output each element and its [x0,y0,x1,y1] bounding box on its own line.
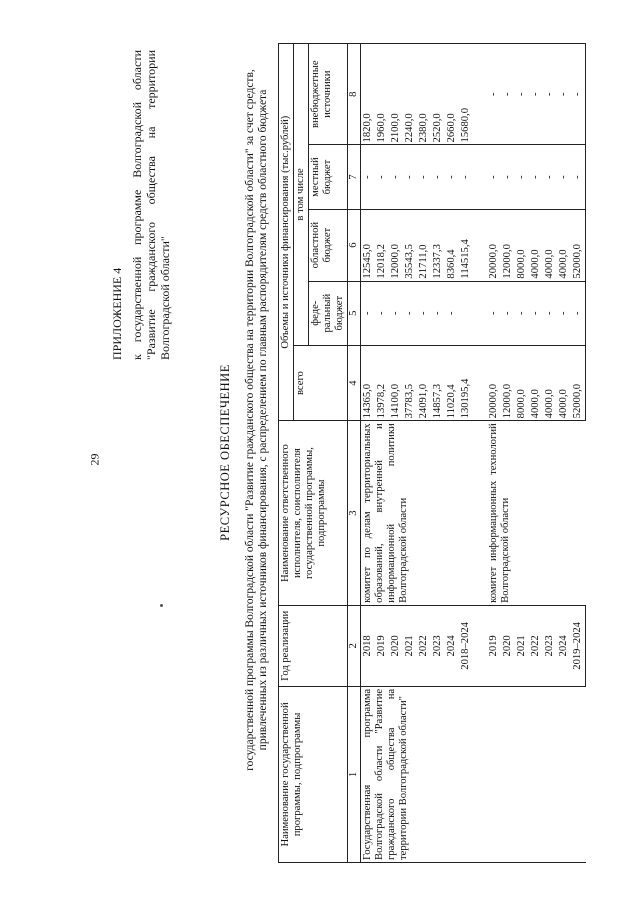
regional-cell: 8360,4 [445,209,459,281]
local-cell: - [557,145,571,209]
local-cell: - [571,145,586,209]
extra-cell: - [543,44,557,145]
total-cell: 13978,2 [375,345,389,420]
spacer-cell [473,345,487,420]
executor-cell: комитет информационных технологий Волгоградской области [487,421,586,606]
resource-table [278,43,586,863]
local-cell: - [445,145,459,209]
local-cell: - [361,145,376,209]
col-number: 6 [348,209,361,281]
local-cell: - [403,145,417,209]
col-number: 4 [348,345,361,420]
extra-cell: - [529,44,543,145]
col-number: 7 [348,145,361,209]
header-total: всего [294,345,348,420]
header-executor: Наименование ответственного исполнителя, соисполнителя государственной программы, подпрограммы [279,421,348,606]
regional-cell: 12000,0 [389,209,403,281]
federal-cell: - [403,281,417,345]
federal-cell: - [361,281,376,345]
header-federal: феде-ральный бюджет [309,281,348,345]
local-cell: - [459,145,473,209]
spacer-cell [473,209,487,281]
local-cell: - [375,145,389,209]
appendix-block [110,50,172,360]
extra-cell: 1820,0 [361,44,376,145]
federal-cell: - [529,281,543,345]
regional-cell: 4000,0 [543,209,557,281]
year-cell: 2019–2024 [571,605,586,686]
federal-cell: - [557,281,571,345]
header-volumes: Объемы и источники финансирования (тыс.рублей) [279,44,294,421]
col-number: 3 [348,421,361,606]
header-program-name: Наименование государственной программы, подпрограммы [279,686,348,862]
total-cell: 52000,0 [571,345,586,420]
year-cell: 2020 [389,605,403,686]
regional-cell: 12018,2 [375,209,389,281]
header-local: местный бюджет [309,145,348,209]
page-number: 29 [87,453,102,466]
year-cell: 2018 [361,605,376,686]
document-heading: РЕСУРСНОЕ ОБЕСПЕЧЕНИЕ [218,364,232,541]
regional-cell: 8000,0 [515,209,529,281]
total-cell: 37783,5 [403,345,417,420]
year-cell: 2023 [431,605,445,686]
extra-cell: 1960,0 [375,44,389,145]
total-cell: 12000,0 [501,345,515,420]
year-cell: 2019 [487,605,501,686]
federal-cell: - [389,281,403,345]
local-cell: - [501,145,515,209]
year-cell: 2021 [515,605,529,686]
extra-cell: 2100,0 [389,44,403,145]
total-cell: 4000,0 [557,345,571,420]
program-name-cell: Государственная программа Волгоградской области "Развитие гражданского общества на территории Волгоградской области" [361,686,586,862]
total-cell: 11020,4 [445,345,459,420]
year-cell: 2023 [543,605,557,686]
appendix-text: к государственной программе Волгоградской области "Развитие гражданского общества на территории Волгоградской области" [130,50,172,360]
federal-cell: - [571,281,586,345]
extra-cell: 2380,0 [417,44,431,145]
federal-cell: - [487,281,501,345]
regional-cell: 114515,4 [459,209,473,281]
header-year: Год реализации [279,605,348,686]
col-number: 1 [348,686,361,862]
regional-cell: 12545,0 [361,209,376,281]
table-body [361,44,586,863]
year-cell: 2018–2024 [459,605,473,686]
year-cell: 2022 [529,605,543,686]
total-cell: 24091,0 [417,345,431,420]
federal-cell: - [375,281,389,345]
year-cell: 2019 [375,605,389,686]
total-cell: 4000,0 [529,345,543,420]
year-cell: 2021 [403,605,417,686]
local-cell: - [515,145,529,209]
extra-cell: 2240,0 [403,44,417,145]
col-number: 5 [348,281,361,345]
federal-cell: - [501,281,515,345]
local-cell: - [389,145,403,209]
total-cell: 20000,0 [487,345,501,420]
local-cell: - [487,145,501,209]
year-cell: 2024 [445,605,459,686]
regional-cell: 4000,0 [557,209,571,281]
year-cell: 2024 [557,605,571,686]
federal-cell: - [445,281,459,345]
header-extra: внебюджетные источники [309,44,348,145]
total-cell: 14100,0 [389,345,403,420]
total-cell: 4000,0 [543,345,557,420]
total-cell: 14365,0 [361,345,376,420]
spacer-cell [473,145,487,209]
appendix-title: ПРИЛОЖЕНИЕ 4 [110,267,124,360]
table-row [361,44,376,863]
header-including: в том числе [294,44,309,346]
regional-cell: 21711,0 [417,209,431,281]
federal-cell: - [543,281,557,345]
federal-cell [459,281,473,345]
federal-cell: - [431,281,445,345]
local-cell: - [431,145,445,209]
total-cell: 130195,4 [459,345,473,420]
extra-cell: 2660,0 [445,44,459,145]
local-cell: - [529,145,543,209]
federal-cell: - [417,281,431,345]
extra-cell: 2520,0 [431,44,445,145]
regional-cell: 4000,0 [529,209,543,281]
year-cell: 2022 [417,605,431,686]
regional-cell: 35543,5 [403,209,417,281]
extra-cell: - [557,44,571,145]
extra-cell: - [501,44,515,145]
extra-cell: 15680,0 [459,44,473,145]
spacer-cell [473,44,487,145]
total-cell: 14857,3 [431,345,445,420]
regional-cell: 52000,0 [571,209,586,281]
extra-cell: - [515,44,529,145]
regional-cell: 12000,0 [501,209,515,281]
federal-cell: - [515,281,529,345]
regional-cell: 20000,0 [487,209,501,281]
total-cell: 8000,0 [515,345,529,420]
local-cell: - [543,145,557,209]
local-cell: - [417,145,431,209]
extra-cell: - [487,44,501,145]
col-number: 8 [348,44,361,145]
spacer-cell [473,421,487,606]
spacer-cell [473,605,487,686]
spacer-cell [473,281,487,345]
regional-cell: 12337,3 [431,209,445,281]
extra-cell: - [571,44,586,145]
header-regional: областной бюджет [309,209,348,281]
document-subtitle: государственной программы Волгоградской области "Развитие гражданского общества на территории Волгоградской области" за счет средств, привлеченных из различных источников финансирования, с распределением по главным распорядителям средств областного бюджета [244,69,269,771]
col-number: 2 [348,605,361,686]
executor-cell: комитет по делам территориальных образований, внутренней и информационной политики Волгоградской области [361,421,474,606]
year-cell: 2020 [501,605,515,686]
